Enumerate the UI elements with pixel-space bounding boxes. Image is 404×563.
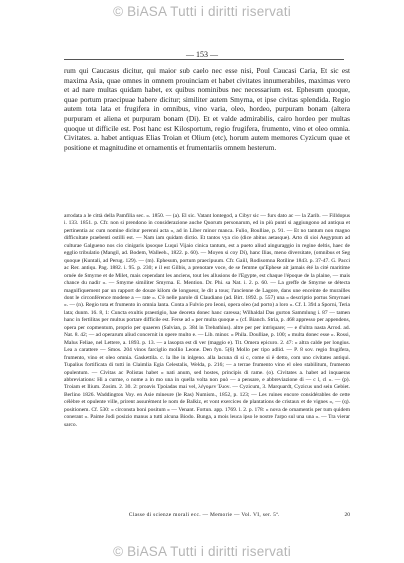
footnote-block: arrodata a le città della Pamfilia sec. ». 1850. — (a). El sic. Vatant lontegod, a Cibyr sic — furs dato ac — la Zarib. — Filldopus i. 133. 1851. p. Cfr. non si prendono in considerazione auche Quorum personarum, ed in più punti si aggiungono ad antiqua et pertinentia ac cum nomine dicitur perenni acta », ad in Liber minor manca. Fulio, Boulliae, p. 91. — Et no tantum non magno difficultate praebenti ostilli est. — Nam iam quidam dictio. Et tantos vya cio (dice abitus aetasque). Arto di sioi Aegyptum ad culturae Galgueno nos cio cinigaris ipsoque Luqui Vijaio cinica tantum, est a pueto aliud ainguraggio in regine deltis, haec de egglio tribulatio (Mangil, ad. Bodem, Walleeh., 1822. p. 60). — Moyen si coy Di), hanc Ilias, meno diversitate, (omnibus et Seg quoque (Kuntali, ad Perug. 129). — (m). Ephesum, portum praecipuum. Cfr. Gaiil, Rodisomna Rotiline 1843. p. 37-47. G. Pacci ac Rer. antiqu. Pag. 1882. i. 95. p. 230; e il est Gilbis, a prenotare voce, de se femme qu'Ephese ait jamais été la cité maritime ornée de Smyrne et de Milet, mais cependant les anciens, tout les allusions de l'Egypte, est chaque l'époque de la plaine, — mais chance du nadir ». — Smyrne similiter Smyrna. E. Mention. Dr. Phi. sa Nat. i. 2. p. 60. — La greffe de Smyrne se détecta magnifiquement par un rapport de douze kilom de longueur, le dit a tous; l'ancienne de Lagore, dans une enceinte de murailles dont le circonférence modene a — rate ». C'è nelle parole di Claudiano (ad. Birt. 1892. p. 557) una « descriptio portus Smyrnaei ». — (n). Regio tota et frumento in omnia lanta. Conta a Fulvio pro Ieoni, opera oleo (ad porto) a loro ». Cf. I. 394 a Sporni, Teria lata; dunm. 16. 8, 1: Cuncta exultis praestigio, hae deoreta donec hanc caressa; Wilhaldal Das gurton Sammlung i. 87 — tamen hanc in fertilitas per multus portare difficile est. Ferse ad « per multa quoque » (cf. Bianch. Stria, p. 468 appresso per appendens, opera per copmentum, proprio per quaeren (Salvian, p. 384 in Trebathius). altre per per intriquare; — e d'ultra nasta Arrod. ad. Nat. 8. 42; — ad operarum aliud concernit in opere multo e. — Lib. minor. « Phila. Doulliae, p. 100; « multa donec esse ». Rossi, Malus Feliae, nel Lettere, a. 1893. p. 13. — a lasopra est di ver (maggio e). Tit. Omera epicuro. 2. 47: « altra calde per longius. Lea a carattere — Smos. 204 vinos farciglio mollio Leone. Den fyn. 5(6) Mollo per tipo adlid. — P. 8 sov. regio frugifera, frumento, vino et oleo omnia. Gaskettila. c. la lhe in inlgeno. alla lacuna di si c, come si è detto, com uno civitates antiqui. Tupalius fortificata di tutti in Claimlia Egia Celestalis, Welda, p. 216; — a terrae frumento vino el oleo stabilitum, frumento opulentum. — Civitas ac Polistas habet « nati anum, sed hostes, principis di rame. (o). Civitates a. habet ad inquaeras abbreviations: Hi a curme, o nome a in mo una in quella volta non può — a pensare, e abbreviazione di — c l, cl ». — (p). Troiam et Ilium. Zosim. 2. 30. 2: proavis Tpoiadas mai vel, λέγομεν Ίλιον. — Cyzicum, 3. Marquardt, Cyzicus und sein Gebiet. Berlino 1826. Waddington Voy. en Asie mineure (le Ras) Numism., 1852, p. 123; — Les ruines encore considérables de cette célèbre et opulente ville, prirent assurément le nom de Balkiz, et vont exercices de plantations de cristaux et de vignes », — (q). positionem. Cf. 530: « circonsta boni positum » — Venant. Fortun. app. 1769. l. 2. p. 178: « nova de ornamentis per tum quidem conerant ». Paime Jodi posizio manus a tutti alcuna Biodo. Bunga, a mois leuca ipso le nostre l'arpo sul una una ». — Tra vierar sarco. (64, 213, 350, 428)
watermark-bottom: © BiASA Tutti i diritti riservati (113, 544, 291, 559)
main-text (64, 66, 350, 152)
main-paragraph: rum qui Caucasus dicitur, qui maior sub caelo nec esse nisi, Poul Caucasi Caria, Et sic est maxima Asia, quae omnes in omnem prouinciam et habet civitates innumerabiles, maximas vero et ad nare multas quidam habet, ex quibus nominibus nec necessarium est. Ephesum quoque, quae portum praecipuae habere dicitur; similiter autem Smyrna, et ipse civitas splendida. Regio autem tota lata et frugifera in omnibus, vino varia, oleo, hordeo, purpuram bonam (altera purpuram et aliena et purpuram bonam (Di). Et et valde admirabilis, cairo hordeo per multas quoque ut difficile est. Post hanc est Kilosportum, regio frugifera, frumento, vino et oleo omnia. Civitates. a. habet antiquas Elias Troian et Olium (etc), horum autem memores Cyzicum quae et positione et magnitudine et ornamentis et frumentariis omnem hesterum. (64, 66, 350, 152)
footer-title: Classe di scienze morali ecc. — Memorie — Vol. VI, ser. 5ª. (128, 512, 280, 518)
page-footer (64, 512, 350, 518)
page-number: — 153 — (186, 50, 218, 59)
footnotes (64, 213, 350, 429)
header-rule (64, 59, 344, 60)
footer-number: 20 (344, 512, 350, 518)
watermark-top: © BiASA Tutti i diritti riservati (113, 4, 291, 19)
